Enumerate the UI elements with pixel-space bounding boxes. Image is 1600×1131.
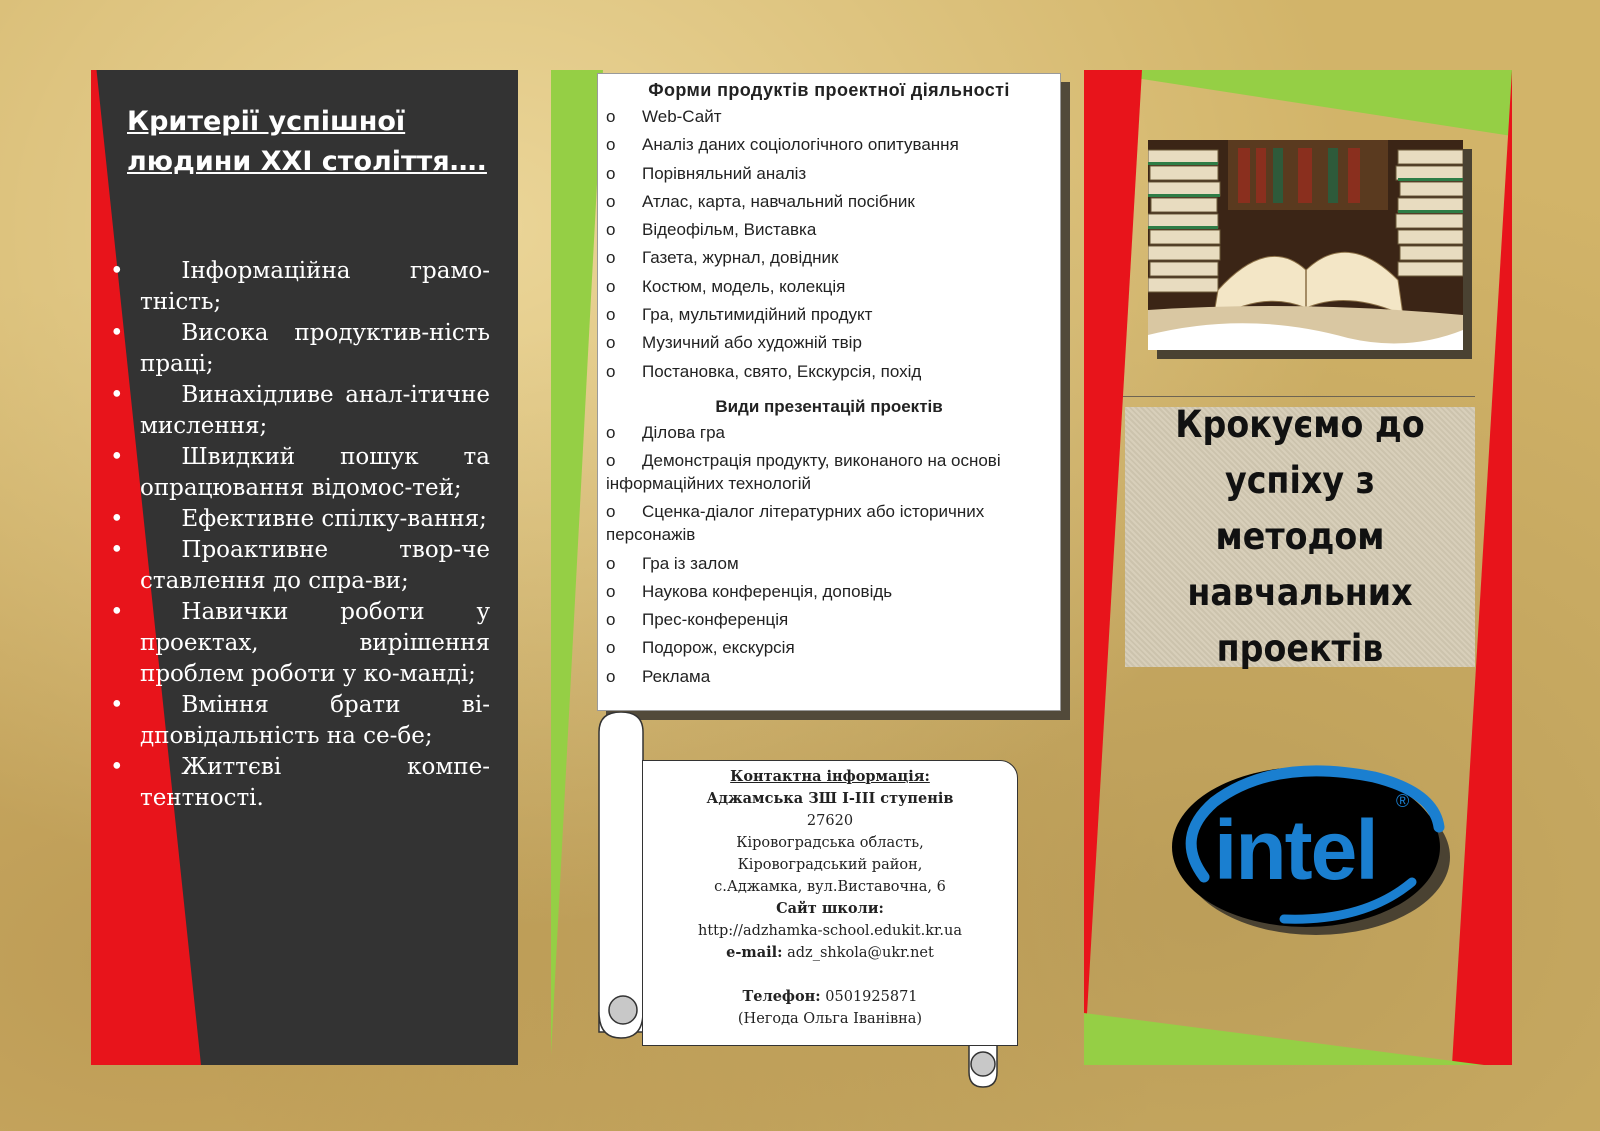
list-item: • Швидкий пошук та опрацювання відомос-тей; (110, 444, 490, 501)
circle-bullet-icon: o (606, 248, 616, 268)
site-url: http://adzhamka-school.edukit.kr.ua (698, 923, 962, 939)
circle-bullet-icon: o (606, 107, 616, 126)
circle-bullet-icon: o (606, 422, 616, 442)
list-item: • Ефективне спілку-вання; (140, 504, 490, 535)
list-item: o Порівняльний аналіз (606, 163, 807, 183)
list-item: o Реклама (606, 666, 711, 686)
school-name: Аджамська ЗШ І-ІІІ ступенів (706, 790, 954, 807)
circle-bullet-icon: o (606, 305, 616, 325)
list-item: o Відеофільм, Виставка (606, 220, 817, 240)
criteria-title-line2: людини XXI століття…. (127, 146, 487, 177)
list-item: • Вміння брати ві-дповідальність на се-бе; (110, 692, 490, 749)
circle-bullet-icon: o (606, 638, 616, 658)
circle-bullet-icon: o (606, 361, 616, 381)
phone-value: 0501925871 (825, 989, 918, 1005)
bullet-icon: • (110, 382, 124, 408)
district: Кіровоградський район, (737, 857, 923, 873)
criteria-title-line1: Критерії успішної (127, 106, 406, 137)
bullet-icon: • (110, 320, 124, 346)
list-item: o Гра із залом (606, 553, 739, 573)
presentations-list (598, 421, 1060, 688)
green-accent-strip (551, 70, 603, 1055)
registered-mark-icon: ® (1396, 791, 1410, 811)
bullet-icon: • (110, 506, 124, 532)
list-item: o Газета, журнал, довідник (606, 248, 839, 268)
intel-wordmark: intel (1214, 803, 1377, 897)
contact-person: (Негода Ольга Іванівна) (737, 1011, 923, 1027)
circle-bullet-icon: o (606, 333, 616, 353)
email-label: e-mail: (726, 944, 783, 961)
list-item: o Гра, мультимидійний продукт (606, 305, 873, 325)
contact-info-card (642, 760, 1018, 1046)
bullet-icon: • (110, 692, 124, 718)
product-forms-box (597, 73, 1061, 711)
list-item: • Висока продуктив-ність праці; (110, 320, 490, 377)
email-value: adz_shkola@ukr.net (787, 945, 934, 961)
list-item: • Проактивне твор-че ставлення до спра-ви; (110, 537, 490, 594)
criteria-list (110, 256, 490, 814)
email-row (643, 942, 1017, 964)
bullet-icon: • (110, 258, 124, 284)
contact-heading: Контактна інформація: (730, 768, 930, 785)
books-image (1148, 140, 1463, 350)
circle-bullet-icon: o (606, 220, 616, 240)
brochure-title-box (1125, 403, 1475, 670)
circle-bullet-icon: o (606, 610, 616, 630)
list-item: o Прес-конференція (606, 610, 789, 630)
list-item: o Демонстрація продукту, виконаного на основі інформаційних технологій (606, 450, 1001, 493)
list-item: o Web-Сайт (606, 107, 722, 126)
list-item: o Подорож, екскурсія (606, 638, 795, 658)
list-item: • Життєві компе-тентності. (110, 754, 490, 811)
bullet-icon: • (110, 754, 124, 780)
address: с.Аджамка, вул.Виставочна, 6 (714, 879, 946, 895)
brochure-title: Крокуємо до успіху з методом навчальних проектів (1175, 403, 1425, 670)
circle-bullet-icon: o (606, 502, 616, 522)
list-item: o Атлас, карта, навчальний посібник (606, 191, 915, 211)
circle-bullet-icon: o (606, 666, 616, 686)
bullet-icon: • (110, 444, 124, 470)
circle-bullet-icon: o (606, 276, 616, 296)
list-item: • Навички роботи у проектах, вирішення проблем роботи у ко-манді; (110, 599, 490, 687)
region: Кіровоградська область, (736, 835, 924, 851)
bullet-icon: • (110, 599, 124, 625)
list-item: o Сценка-діалог літературних або історичних персонажів (606, 502, 985, 545)
circle-bullet-icon: o (606, 191, 616, 211)
list-item: • Інформаційна грамо-тність; (110, 258, 490, 315)
list-item: o Костюм, модель, колекція (606, 276, 846, 296)
circle-bullet-icon: o (606, 135, 616, 155)
bullet-icon: • (110, 537, 124, 563)
presentations-heading: Види презентацій проектів (715, 396, 943, 416)
books-illustration (1148, 140, 1463, 350)
intel-logo (1164, 757, 1456, 943)
criteria-panel (91, 70, 518, 1065)
circle-bullet-icon: o (606, 553, 616, 573)
phone-label: Телефон: (742, 988, 821, 1005)
phone-row (643, 986, 1017, 1008)
green-accent-top (1084, 70, 1512, 136)
site-label: Сайт школи: (776, 900, 884, 917)
criteria-title (127, 102, 507, 182)
circle-bullet-icon: o (606, 163, 616, 183)
list-item: • Винахідливе анал-ітичне мислення; (110, 382, 490, 439)
list-item: o Аналіз даних соціологічного опитування (606, 135, 959, 155)
list-item: o Постановка, свято, Екскурсія, похід (606, 361, 922, 381)
postcode: 27620 (806, 813, 854, 829)
forms-list (598, 105, 1060, 383)
circle-bullet-icon: o (606, 581, 616, 601)
circle-bullet-icon: o (606, 450, 616, 470)
list-item: o Музичний або художній твір (606, 333, 862, 353)
forms-heading: Форми продуктів проектної діяльності (648, 80, 1010, 100)
list-item: o Ділова гра (606, 422, 725, 442)
list-item: o Наукова конференція, доповідь (606, 581, 893, 601)
green-accent-bottom (1084, 1013, 1484, 1065)
